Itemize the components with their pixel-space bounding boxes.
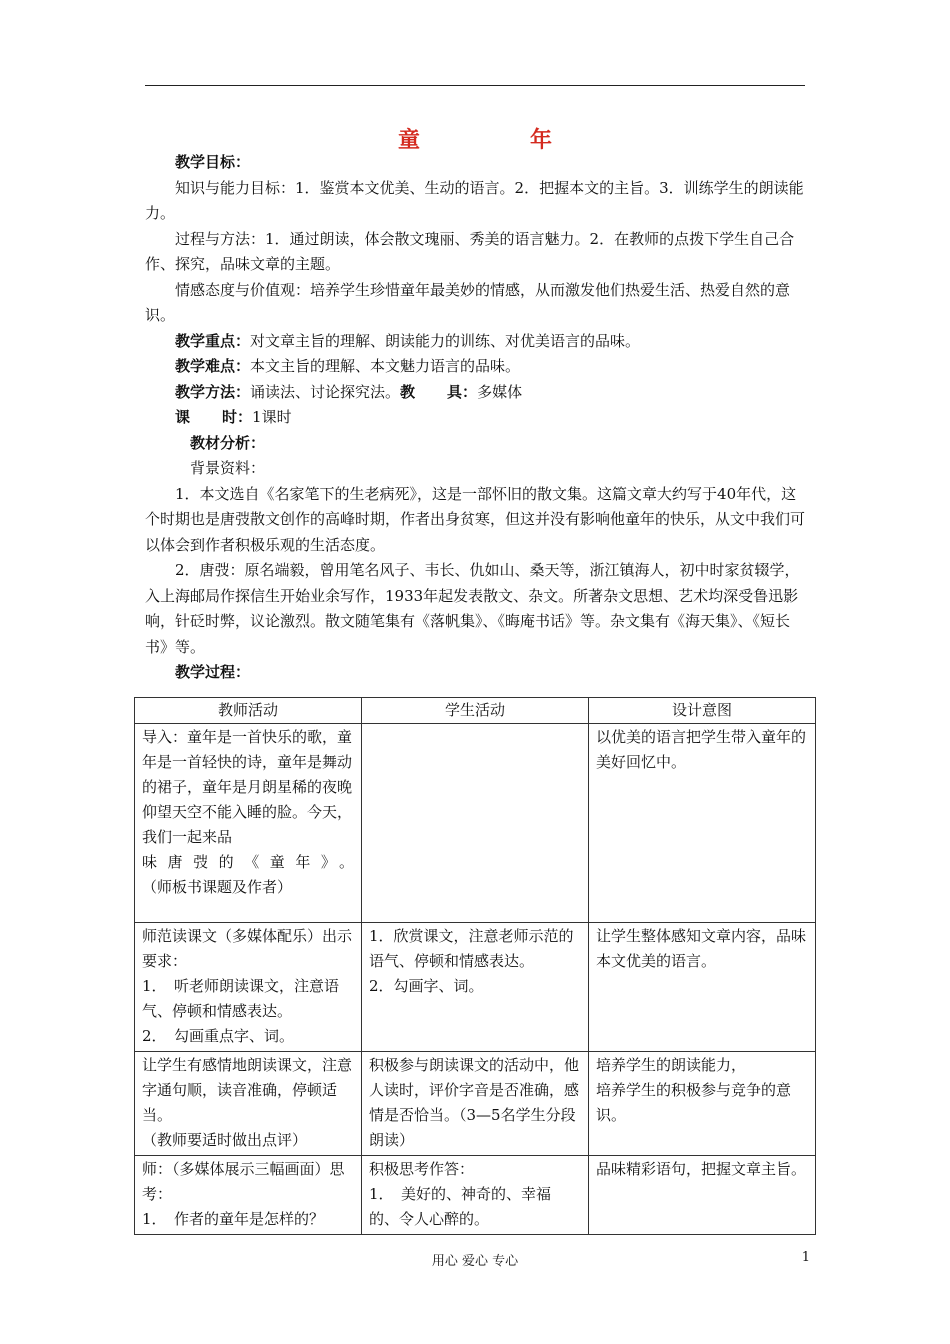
- tools-label-a: 教: [400, 382, 416, 401]
- process-heading: 教学过程：: [175, 663, 251, 681]
- key-point-text: 对文章主旨的理解、朗读能力的训练、对优美语言的品味。: [250, 331, 641, 350]
- table-row: [135, 1052, 816, 1156]
- analysis-heading: 教材分析：: [190, 433, 266, 452]
- document-body: [145, 150, 805, 686]
- cell-line: 导入：童年是一首快乐的歌，童年是一首轻快的诗，童年是舞动的裙子，童年是月朗星稀的夜晚仰望天空不能入睡的脸。今天，我们一起来品: [142, 728, 353, 846]
- hours-text: 1课时: [252, 408, 292, 426]
- cell-line: 培养学生的积极参与竞争的意识。: [596, 1081, 792, 1124]
- cell-line: 培养学生的朗读能力，: [596, 1056, 747, 1074]
- table-header-row: [135, 698, 816, 724]
- teacher-cell: [135, 724, 362, 923]
- difficulty-line: [145, 354, 805, 380]
- student-cell: [362, 923, 589, 1052]
- objectives-heading: 教学目标：: [175, 153, 251, 171]
- hours-line: [145, 405, 805, 431]
- cell-line: （师板书课题及作者）: [142, 878, 293, 896]
- background-para-2: 2．唐弢：原名端毅，曾用笔名风子、韦长、仇如山、桑天等，浙江镇海人，初中时家贫辍学，入上海邮局作探信生开始业余写作，1933年起发表散文、杂文。所著杂文思想、艺术均深受鲁迅影响，针砭时弊，议论激烈。散文随笔集有《落帆集》、《晦庵书话》等。杂文集有《海天集》、《短长书》等。: [145, 561, 800, 656]
- header-rule: [145, 85, 805, 86]
- teacher-cell: [135, 923, 362, 1052]
- teacher-cell: [135, 1052, 362, 1156]
- page-number: 1: [801, 1250, 810, 1265]
- difficulty-text: 本文主旨的理解、本文魅力语言的品味。: [250, 357, 521, 375]
- table-row: [135, 1156, 816, 1235]
- background-para-1: 1．本文选自《名家笔下的生老病死》，这是一部怀旧的散文集。这篇文章大约写于40年代，这个时期也是唐弢散文创作的高峰时期，作者出身贫寒，但这并没有影响他童年的快乐，从文中我们可以体会到作者积极乐观的生活态度。: [145, 484, 806, 554]
- tools-text: 多媒体: [477, 382, 523, 401]
- design-cell: [589, 724, 816, 923]
- cell-line: 2． 勾画重点字、词。: [142, 1027, 295, 1045]
- cell-line: 味唐弢的《童年》。: [142, 853, 354, 871]
- cell-line: 让学生整体感知文章内容，品味本文优美的语言。: [596, 927, 807, 970]
- objective-knowledge: 知识与能力目标：1．鉴赏本文优美、生动的语言。2．把握本文的主旨。3．训练学生的朗读能力。: [145, 178, 804, 222]
- cell-line: 1．欣赏课文，注意老师示范的语气、停顿和情感表达。: [369, 927, 574, 970]
- cell-line: 让学生有感情地朗读课文，注意字通句顺，读音准确，停顿适当。: [142, 1056, 353, 1124]
- key-point-line: [145, 329, 805, 355]
- footer-motto: 用心 爱心 专心: [431, 1254, 519, 1269]
- method-text: 诵读法、讨论探究法。: [250, 382, 401, 401]
- cell-line: 积极参与朗读课文的活动中，他人读时，评价字音是否准确，感情是否恰当。（3—5名学生分段朗读）: [369, 1056, 580, 1149]
- lesson-table: [134, 697, 816, 1235]
- student-cell: [362, 1052, 589, 1156]
- header-student-activity: 学生活动: [362, 698, 589, 724]
- teacher-cell: [135, 1156, 362, 1235]
- difficulty-label: 教学难点：: [175, 357, 251, 375]
- hours-label-a: 课: [175, 408, 191, 426]
- cell-line: 师：（多媒体展示三幅画面）思考：: [142, 1160, 345, 1203]
- student-cell: [362, 1156, 589, 1235]
- objective-process: 过程与方法：1．通过朗读，体会散文瑰丽、秀美的语言魅力。2．在教师的点拨下学生自己合作、探究，品味文章的主题。: [145, 229, 795, 273]
- design-cell: [589, 1052, 816, 1156]
- table-row: [135, 724, 816, 923]
- cell-line: 1． 美好的、神奇的、幸福的、令人心醉的。: [369, 1185, 552, 1228]
- objective-emotion: 情感态度与价值观：培养学生珍惜童年最美妙的情感，从而激发他们热爱生活、热爱自然的意识。: [145, 280, 791, 324]
- page-title: 童 年: [397, 128, 596, 153]
- method-label: 教学方法：: [175, 382, 251, 401]
- cell-line: 2．勾画字、词。: [369, 977, 484, 995]
- method-line: [145, 380, 805, 406]
- design-cell: [589, 923, 816, 1052]
- cell-line: 师范读课文（多媒体配乐）出示要求：: [142, 927, 353, 970]
- student-cell: [362, 724, 589, 923]
- key-point-label: 教学重点：: [175, 331, 251, 350]
- cell-line: 以优美的语言把学生带入童年的美好回忆中。: [596, 728, 807, 771]
- cell-line: 1． 作者的童年是怎样的？: [142, 1210, 325, 1228]
- cell-line: （教师要适时做出点评）: [142, 1131, 308, 1149]
- hours-label-b: 时：: [222, 408, 253, 426]
- header-teacher-activity: 教师活动: [135, 698, 362, 724]
- cell-line: 积极思考作答：: [369, 1160, 475, 1178]
- table-row: [135, 923, 816, 1052]
- cell-line: 品味精彩语句，把握文章主旨。: [596, 1160, 807, 1178]
- cell-line: 1． 听老师朗读课文，注意语气、停顿和情感表达。: [142, 977, 340, 1020]
- design-cell: [589, 1156, 816, 1235]
- header-design-intent: 设计意图: [589, 698, 816, 724]
- background-label: 背景资料：: [190, 459, 266, 477]
- tools-label-b: 具：: [447, 382, 478, 401]
